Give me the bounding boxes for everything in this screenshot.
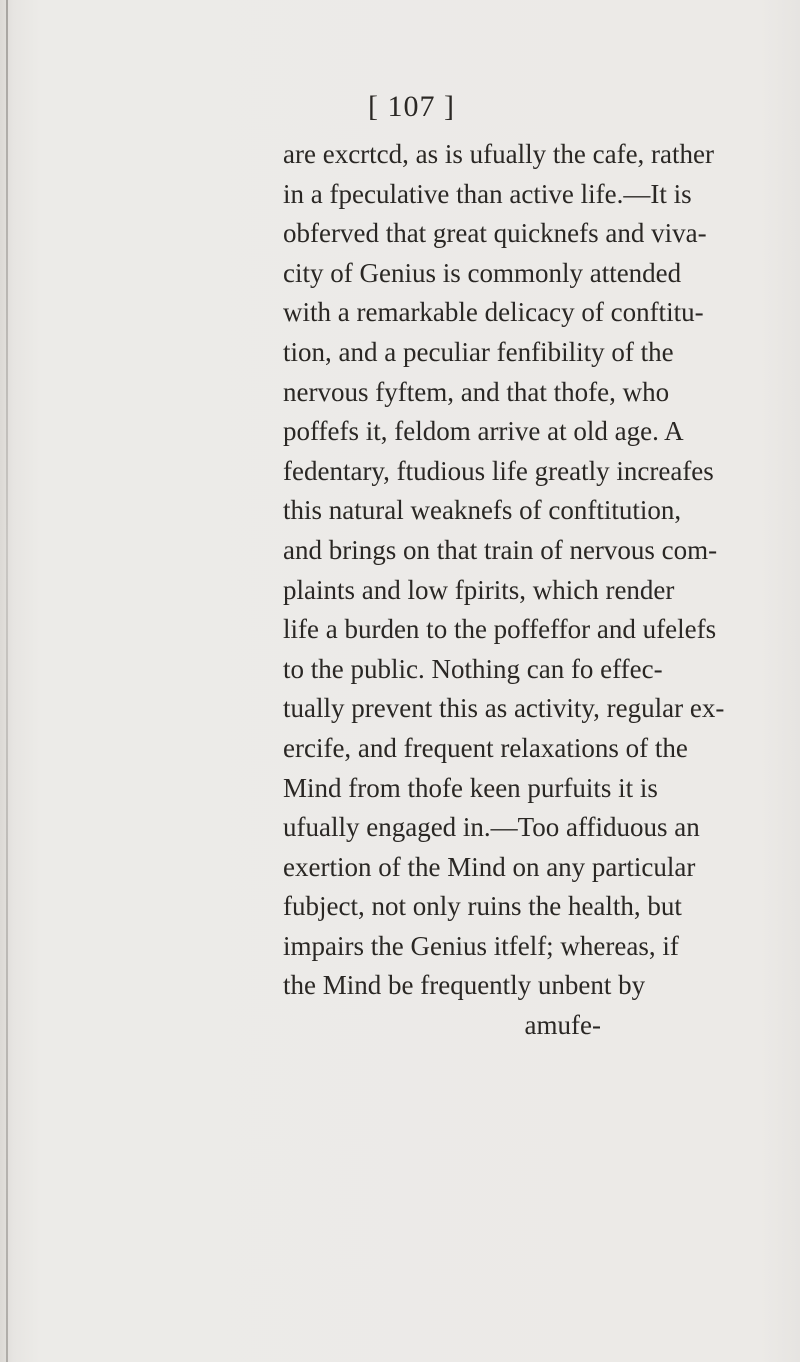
text-line: nervous fyftem, and that thofe, who bbox=[283, 376, 670, 407]
text-line: with a remarkable delicacy of conftitu- bbox=[283, 297, 704, 328]
body-text bbox=[283, 135, 725, 1046]
text-line: ercife, and frequent relaxations of the bbox=[283, 732, 688, 763]
text-line: fedentary, ftudious life greatly increafes bbox=[283, 455, 714, 486]
text-line: and brings on that train of nervous com- bbox=[283, 534, 718, 565]
text-line: tually prevent this as activity, regular ex- bbox=[283, 693, 725, 724]
text-line: ufually engaged in.—Too affiduous an bbox=[283, 812, 700, 843]
text-line: this natural weaknefs of conftitution, bbox=[283, 495, 682, 526]
catchword: amufe- bbox=[524, 1010, 601, 1041]
text-line: are excrtcd, as is ufually the cafe, rather bbox=[283, 139, 715, 169]
page-gutter-edge bbox=[6, 0, 8, 1362]
text-line: obferved that great quicknefs and viva- bbox=[283, 218, 707, 249]
text-line: plaints and low fpirits, which render bbox=[283, 574, 675, 605]
text-line: life a burden to the poffeffor and ufelefs bbox=[283, 614, 717, 645]
text-line: Mind from thofe keen purfuits it is bbox=[283, 772, 658, 803]
text-line: the Mind be frequently unbent by bbox=[283, 970, 646, 1001]
text-line: fubject, not only ruins the health, but bbox=[283, 891, 682, 922]
text-line: to the public. Nothing can fo effec- bbox=[283, 653, 663, 684]
text-line: impairs the Genius itfelf; whereas, if bbox=[283, 930, 679, 961]
text-line: poffefs it, feldom arrive at old age. A bbox=[283, 416, 684, 447]
text-line: city of Genius is commonly attended bbox=[283, 257, 682, 288]
page-number: [ 107 ] bbox=[368, 90, 455, 123]
text-line: tion, and a peculiar fenfibility of the bbox=[283, 336, 674, 367]
text-line: in a fpeculative than active life.—It is bbox=[283, 178, 692, 209]
text-line: exertion of the Mind on any particular bbox=[283, 851, 696, 882]
